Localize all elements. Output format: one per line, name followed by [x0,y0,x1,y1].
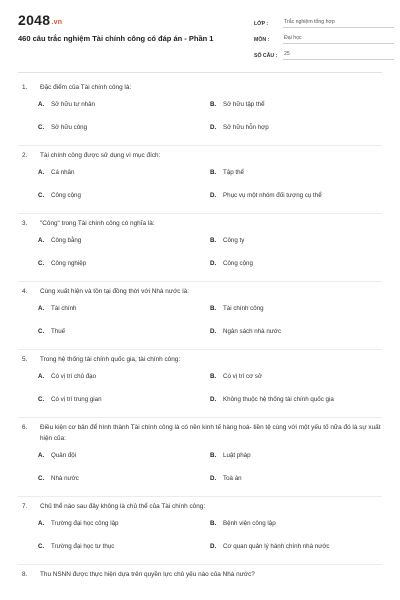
answer-options [18,99,382,142]
option-text: Nhà nước [51,475,79,482]
question-item [18,146,382,214]
option-text: Có vị trí trung gian [51,396,102,403]
answer-option[interactable] [210,190,382,210]
answer-options [18,450,382,493]
question-stem [18,218,382,229]
meta-value: Đại học [283,34,394,44]
question-item [18,282,382,350]
option-letter: B. [210,169,217,176]
answer-option[interactable] [38,122,210,142]
option-letter: C. [38,475,45,482]
answer-options [18,235,382,278]
option-letter: B. [210,452,217,459]
question-item [18,350,382,418]
option-letter: A. [38,237,45,244]
option-text: Bệnh viện công lập [223,520,276,527]
question-number: 1. [22,84,28,91]
meta-row-subject [254,30,394,44]
answer-option[interactable] [210,541,382,561]
answer-option[interactable] [38,258,210,278]
answer-options [18,167,382,210]
answer-option[interactable] [210,473,382,493]
answer-option[interactable] [210,258,382,278]
meta-row-count [254,46,394,60]
answer-option[interactable] [210,518,382,538]
option-text: Sở hữu tập thể [223,101,265,108]
question-stem [18,150,382,161]
option-letter: D. [210,543,217,550]
option-letter: A. [38,305,45,312]
option-letter: D. [210,328,217,335]
option-letter: C. [38,543,45,550]
document-meta [254,14,394,62]
site-logo[interactable] [18,12,62,31]
option-letter: D. [210,124,217,131]
answer-option[interactable] [38,167,210,187]
answer-option[interactable] [38,450,210,470]
answer-option[interactable] [38,326,210,346]
option-text: Công ty [223,237,245,244]
question-stem [18,569,382,580]
answer-option[interactable] [210,326,382,346]
question-item [18,214,382,282]
question-item [18,78,382,146]
option-letter: A. [38,520,45,527]
meta-value: Trắc nghiệm tổng hợp [283,18,394,28]
option-text: Có vị trí cơ sở [223,373,263,380]
option-text: Quân đội [51,452,77,459]
option-text: Tài chính công [223,305,264,312]
option-text: Luật pháp [223,452,251,459]
option-letter: B. [210,101,217,108]
option-text: Sở hữu công [51,124,88,131]
meta-label: LỚP : [254,21,269,27]
answer-option[interactable] [38,518,210,538]
option-letter: B. [210,520,217,527]
option-letter: C. [38,124,45,131]
question-stem [18,501,382,512]
option-text: Trường đại học công lập [51,520,119,527]
answer-option[interactable] [210,371,382,391]
answer-option[interactable] [210,450,382,470]
logo-main: 2048 [18,12,51,28]
answer-option[interactable] [38,190,210,210]
question-number: 4. [22,288,28,295]
answer-options [18,518,382,561]
question-item [18,565,382,589]
answer-option[interactable] [210,394,382,414]
question-number: 7. [22,503,28,510]
option-letter: B. [210,237,217,244]
answer-option[interactable] [38,235,210,255]
option-text: Tập thể [223,169,244,176]
answer-options [18,371,382,414]
option-letter: D. [210,475,217,482]
answer-option[interactable] [38,394,210,414]
option-text: Có vị trí chủ đạo [51,373,97,380]
question-number: 3. [22,220,28,227]
meta-label: SỐ CÂU : [254,53,278,59]
option-text: Công bằng [51,237,82,244]
question-text: Thu NSNN được thực hiện dựa trên quyền lực chủ yếu nào của Nhà nước? [40,571,255,578]
option-letter: C. [38,396,45,403]
option-letter: B. [210,305,217,312]
option-text: Cá nhân [51,169,75,176]
header-divider [18,72,382,73]
option-letter: C. [38,192,45,199]
option-text: Phục vụ một nhóm đối tượng cụ thể [223,192,322,199]
answer-option[interactable] [210,122,382,142]
answer-option[interactable] [38,303,210,323]
question-text: Chủ thể nào sau đây không là chủ thể của Tài chính công: [40,503,206,510]
question-text: "Công" trong Tài chính công có nghĩa là: [40,220,155,227]
option-text: Công cộng [51,192,81,199]
answer-option[interactable] [38,473,210,493]
option-text: Trường đại học tư thục [51,543,115,550]
document-header [18,12,382,62]
question-text: Trong hệ thống tài chính quốc gia, tài chính công: [40,356,181,363]
answer-options [18,303,382,346]
question-stem [18,82,382,93]
answer-option[interactable] [38,99,210,119]
option-letter: A. [38,101,45,108]
meta-value: 25 [283,50,394,60]
question-item [18,497,382,565]
question-number: 2. [22,152,28,159]
option-text: Công nghiệp [51,260,87,267]
answer-option[interactable] [210,303,382,323]
option-letter: D. [210,396,217,403]
option-letter: B. [210,373,217,380]
question-text: Điều kiện cơ bản để hình thành Tài chính công là có nền kinh tế hàng hoá- tiền tệ cùng với một yếu tố nữa đó là sự xuất hiện của: [40,424,381,442]
option-letter: A. [38,373,45,380]
option-text: Cơ quan quản lý hành chính nhà nước [223,543,330,550]
question-stem [18,422,382,444]
answer-option[interactable] [210,99,382,119]
question-number: 5. [22,356,28,363]
option-letter: A. [38,169,45,176]
meta-row-class [254,14,394,28]
question-text: Tài chính công được sử dụng vì mục đích: [40,152,161,159]
question-text: Đặc điểm của Tài chính công là: [40,84,132,91]
option-text: Toà án [223,475,242,482]
answer-option[interactable] [38,371,210,391]
meta-label: MÔN : [254,37,270,43]
question-text: Cùng xuất hiện và tồn tại đồng thời với Nhà nước là: [40,288,190,295]
option-letter: D. [210,192,217,199]
option-text: Thuế [51,328,66,335]
document-title: 460 câu trắc nghiệm Tài chính công có đáp án - Phần 1 [18,34,214,43]
question-list [18,78,382,589]
option-letter: C. [38,260,45,267]
question-item [18,418,382,497]
option-text: Công cộng [223,260,253,267]
answer-option[interactable] [210,235,382,255]
option-letter: C. [38,328,45,335]
option-text: Không thuộc hệ thống tài chính quốc gia [223,396,334,403]
answer-option[interactable] [38,541,210,561]
logo-sub: .vn [51,19,63,26]
option-text: Sở hữu hỗn hợp [223,124,269,131]
question-stem [18,354,382,365]
option-text: Ngân sách nhà nước [223,328,282,335]
option-letter: D. [210,260,217,267]
option-text: Tài chính [51,305,77,312]
option-letter: A. [38,452,45,459]
option-text: Sở hữu tư nhân [51,101,95,108]
answer-option[interactable] [210,167,382,187]
question-stem [18,286,382,297]
question-number: 8. [22,571,28,578]
question-number: 6. [22,424,28,431]
